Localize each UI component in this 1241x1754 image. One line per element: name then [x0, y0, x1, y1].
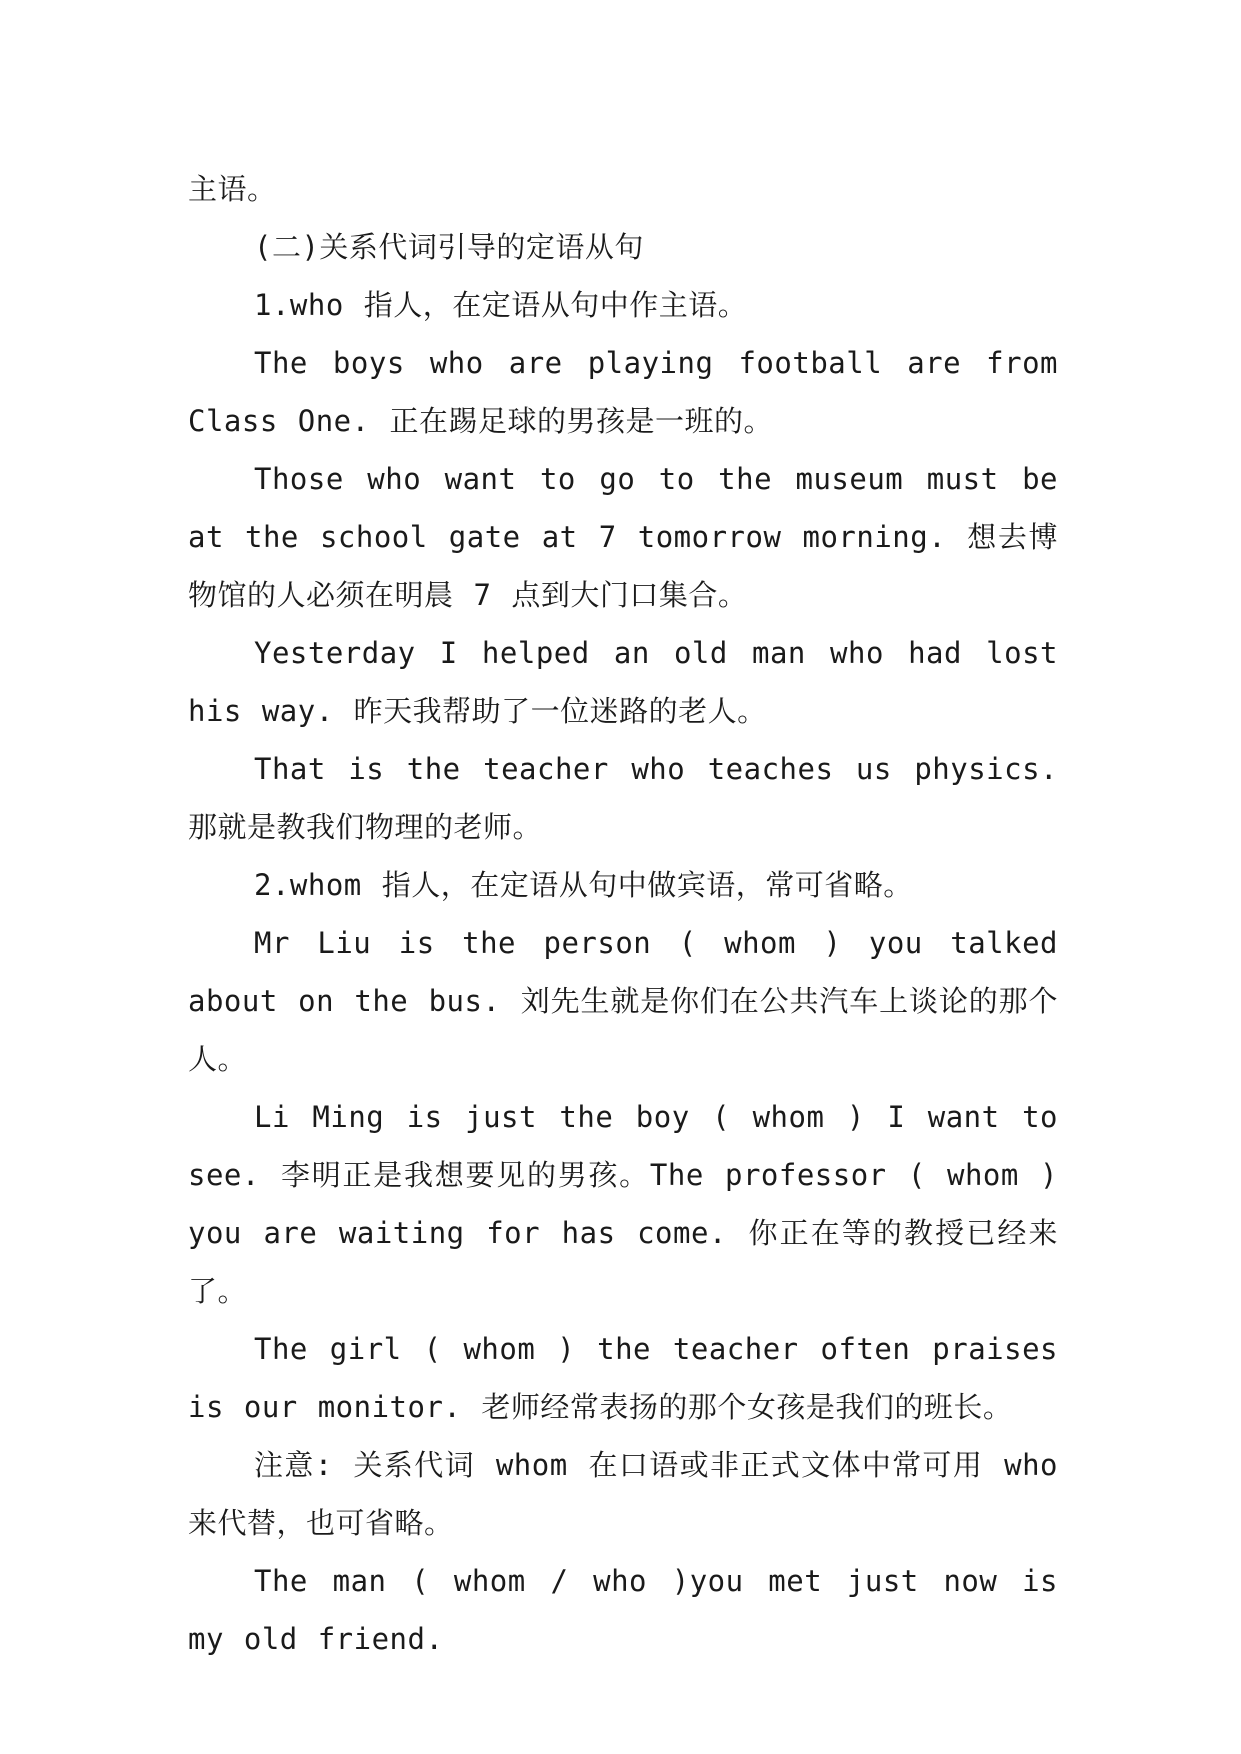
example-sentence: The man ( whom / who )you met just now is my old friend. [188, 1564, 1058, 1656]
example-sentence: Yesterday I helped an old man who had lost his way. 昨天我帮助了一位迷路的老人。 [188, 636, 1058, 728]
document-body [188, 160, 1058, 1668]
rule-heading-who: 1.who 指人，在定语从句中作主语。 [254, 288, 748, 322]
section-heading: (二)关系代词引导的定语从句 [254, 230, 644, 264]
note-paragraph: 注意: 关系代词 whom 在口语或非正式文体中常可用 who 来代替，也可省略。 [188, 1448, 1058, 1540]
example-sentence: Those who want to go to the museum must be at the school gate at 7 tomorrow morning. 想去博物馆的人必须在明晨 7 点到大门口集合。 [188, 462, 1058, 612]
paragraph: 主语。 [188, 172, 277, 206]
example-sentence: Li Ming is just the boy ( whom ) I want to see. 李明正是我想要见的男孩。The professor ( whom ) you are waiting for has come. 你正在等的教授已经来了。 [188, 1100, 1058, 1308]
example-sentence: The girl ( whom ) the teacher often praises is our monitor. 老师经常表扬的那个女孩是我们的班长。 [188, 1332, 1058, 1424]
example-sentence: The boys who are playing football are from Class One. 正在踢足球的男孩是一班的。 [188, 346, 1058, 438]
example-sentence: That is the teacher who teaches us physics. 那就是教我们物理的老师。 [188, 752, 1058, 844]
rule-heading-whom: 2.whom 指人，在定语从句中做宾语，常可省略。 [254, 868, 913, 902]
example-sentence: Mr Liu is the person ( whom ) you talked about on the bus. 刘先生就是你们在公共汽车上谈论的那个人。 [188, 926, 1058, 1076]
